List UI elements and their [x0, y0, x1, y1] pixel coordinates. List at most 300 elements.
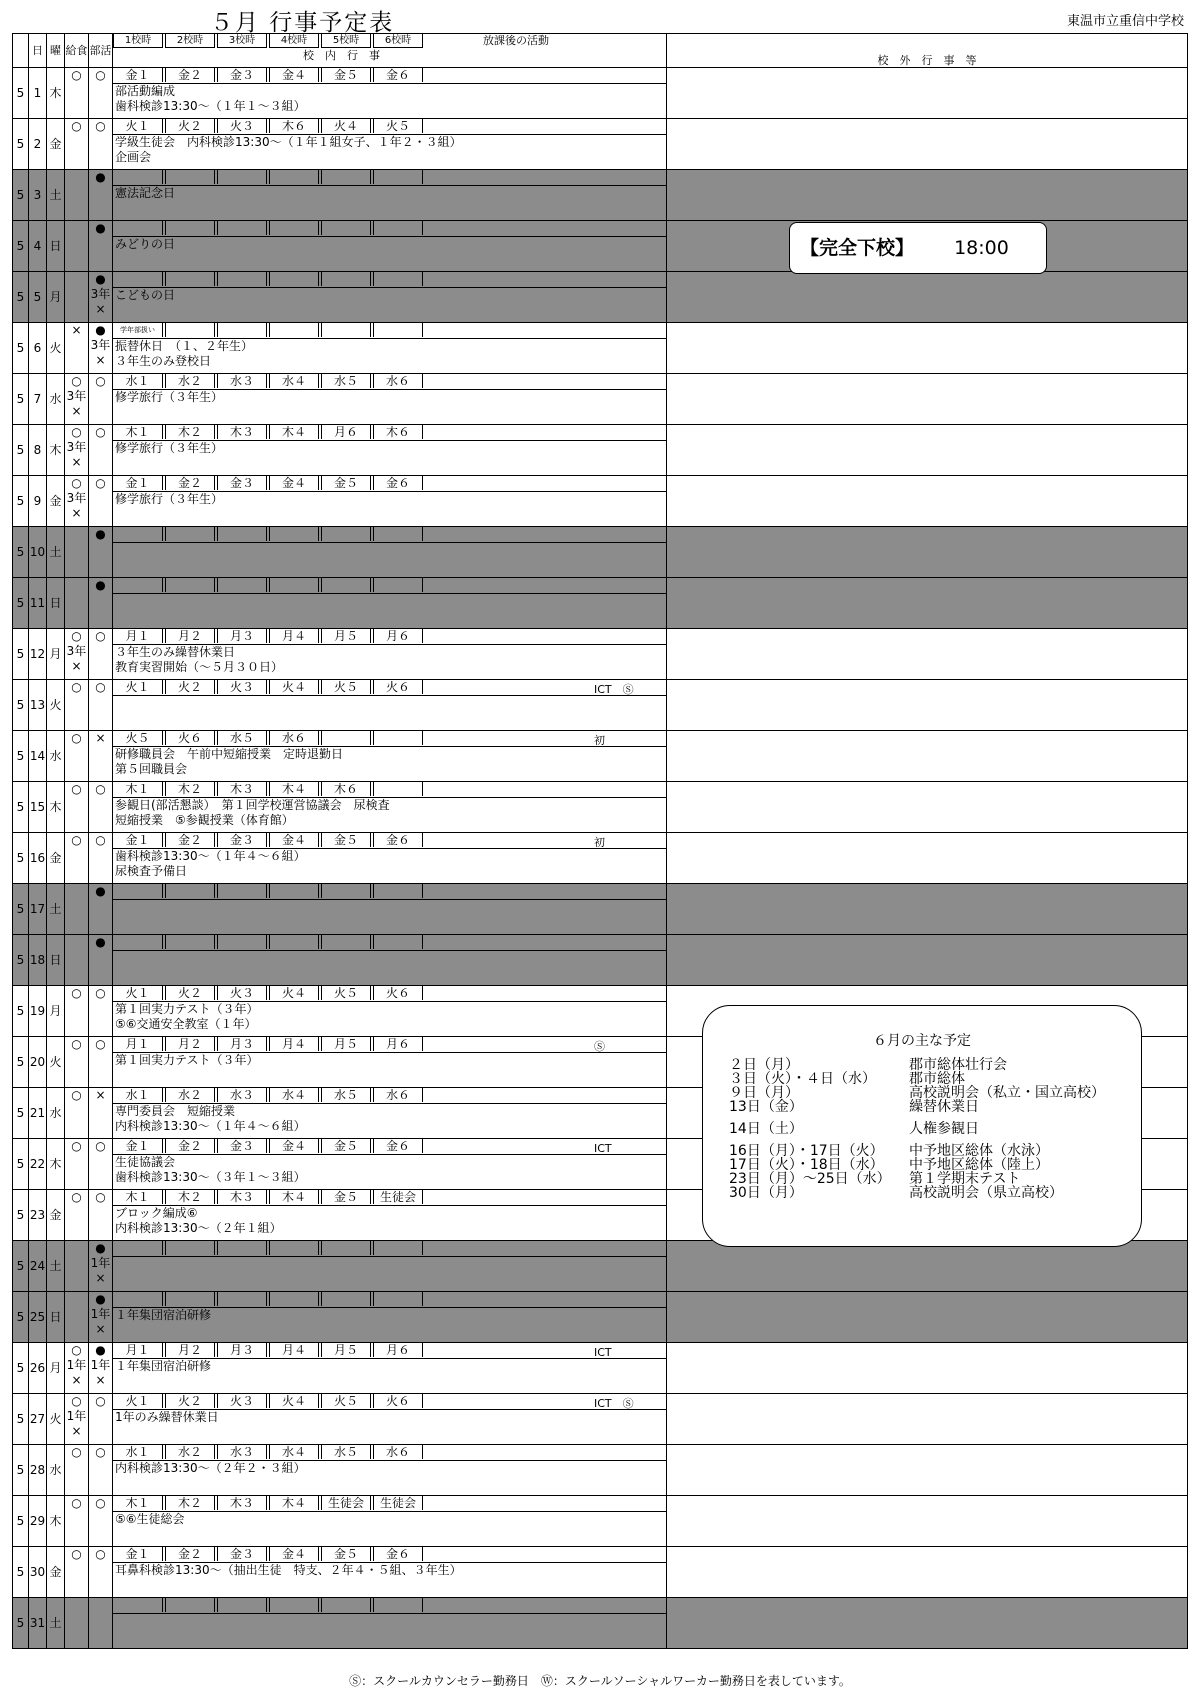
period-slot: [217, 1598, 267, 1612]
june-item-date: 13日（金）: [729, 1099, 803, 1115]
table-row: [13, 629, 1188, 680]
after-school-note: 初: [594, 836, 605, 849]
month-cell: 5: [13, 323, 29, 374]
period-slot: 月５: [321, 629, 371, 643]
june-item: [729, 1158, 1049, 1172]
club-cell: ○: [89, 1445, 113, 1496]
period-slot: [113, 1241, 163, 1255]
period-slot: 金３: [217, 476, 267, 490]
club-cell: ○: [89, 1190, 113, 1241]
period-slots: [113, 323, 666, 339]
day-cell: 13: [29, 680, 47, 731]
header-school-events: [113, 34, 667, 68]
school-events-cell: [113, 1088, 667, 1139]
weekday-cell: 日: [47, 935, 65, 986]
period-slot: 火１: [113, 986, 163, 1000]
period-slot: [269, 527, 319, 541]
period-slot: [269, 272, 319, 286]
period-slot: 金３: [217, 1547, 267, 1561]
table-row: [13, 1547, 1188, 1598]
table-row: [13, 1598, 1188, 1649]
period-slot: 金２: [165, 68, 215, 82]
event-line: ３年生のみ繰替休業日: [115, 645, 236, 659]
period-slots: [113, 425, 666, 441]
period-slot: 木３: [217, 425, 267, 439]
header-school-events-label: 校 内 行 事: [303, 49, 380, 62]
table-row: [13, 782, 1188, 833]
period-slot: 月４: [269, 1037, 319, 1051]
outside-events-cell: [667, 1445, 1188, 1496]
period-slots: [113, 833, 666, 849]
period-slot: 木１: [113, 425, 163, 439]
period-slot: [321, 1292, 371, 1306]
after-school-note: ICT Ⓢ: [594, 1397, 634, 1410]
period-slot: [113, 578, 163, 592]
table-row: [13, 323, 1188, 374]
period-slots: [113, 1394, 666, 1410]
dismissal-time: 18:00: [954, 237, 1009, 259]
period-slot: [269, 935, 319, 949]
period-slot: 水６: [269, 731, 319, 745]
lunch-cell: [65, 221, 89, 272]
june-item-text: 中予地区総体（水泳）: [909, 1143, 1049, 1159]
weekday-cell: 水: [47, 731, 65, 782]
period-slot: 月１: [113, 629, 163, 643]
outside-events-cell: [667, 1496, 1188, 1547]
period-slot: 火１: [113, 119, 163, 133]
event-line: 第１回実力テスト（３年）: [115, 1053, 259, 1067]
lunch-cell: ○: [65, 1547, 89, 1598]
period-slot: 水２: [165, 374, 215, 388]
period-slot: 金６: [373, 68, 423, 82]
outside-events-cell: [667, 1343, 1188, 1394]
period-slot: 月４: [269, 629, 319, 643]
lunch-cell: ○: [65, 1139, 89, 1190]
day-cell: 14: [29, 731, 47, 782]
day-cell: 1: [29, 68, 47, 119]
event-line: みどりの日: [115, 237, 176, 251]
period-slot: 水５: [321, 374, 371, 388]
period-slot: 月１: [113, 1343, 163, 1357]
period-slot: 火４: [321, 119, 371, 133]
period-slot: 水３: [217, 1445, 267, 1459]
period-slot: 木６: [321, 782, 371, 796]
period-slots: [113, 935, 666, 951]
period-slot: [165, 935, 215, 949]
period-slot: 木３: [217, 1496, 267, 1510]
header-period: 4校時: [269, 34, 319, 48]
period-slot: [165, 1241, 215, 1255]
event-line: 内科検診13:30～（２年２・３組）: [115, 1461, 306, 1475]
table-row: [13, 680, 1188, 731]
lunch-cell: [65, 1292, 89, 1343]
school-events-cell: [113, 527, 667, 578]
school-events-cell: [113, 1598, 667, 1649]
club-cell: ○: [89, 1037, 113, 1088]
table-row: [13, 1496, 1188, 1547]
lunch-cell: [65, 1241, 89, 1292]
period-slot: [269, 884, 319, 898]
period-slot: [373, 731, 423, 745]
month-cell: 5: [13, 884, 29, 935]
outside-events-cell: [667, 1292, 1188, 1343]
table-row: [13, 374, 1188, 425]
month-cell: 5: [13, 221, 29, 272]
event-line: ３年生のみ登校日: [115, 354, 212, 368]
period-slot: [373, 527, 423, 541]
period-slot: [217, 170, 267, 184]
event-line: 第１回実力テスト（３年）: [115, 1002, 259, 1016]
period-slot: 木４: [269, 1190, 319, 1204]
period-slot: [321, 731, 371, 745]
header-club: 部活: [89, 34, 113, 68]
outside-events-cell: [667, 68, 1188, 119]
day-cell: 28: [29, 1445, 47, 1496]
period-slot: 水４: [269, 1088, 319, 1102]
lunch-cell: ○ 3年 ×: [65, 425, 89, 476]
weekday-cell: 木: [47, 68, 65, 119]
event-line: こどもの日: [115, 288, 176, 302]
period-slot: 火３: [217, 986, 267, 1000]
table-row: [13, 527, 1188, 578]
period-slot: [321, 935, 371, 949]
weekday-cell: 火: [47, 1394, 65, 1445]
day-cell: 29: [29, 1496, 47, 1547]
school-events-cell: [113, 374, 667, 425]
period-slot: [373, 170, 423, 184]
school-events-cell: [113, 1241, 667, 1292]
period-slots: [113, 680, 666, 696]
table-row: [13, 884, 1188, 935]
period-slot: [217, 272, 267, 286]
event-line: 研修職員会 午前中短縮授業 定時退勤日: [115, 747, 344, 761]
month-cell: 5: [13, 68, 29, 119]
month-cell: 5: [13, 578, 29, 629]
weekday-cell: 土: [47, 1241, 65, 1292]
header-period: 5校時: [321, 34, 371, 48]
period-slot: 月５: [321, 1037, 371, 1051]
weekday-cell: 金: [47, 476, 65, 527]
weekday-cell: 月: [47, 272, 65, 323]
period-slot: [373, 272, 423, 286]
day-cell: 7: [29, 374, 47, 425]
after-school-note: 初: [594, 734, 605, 747]
event-line: 尿検査予備日: [115, 864, 188, 878]
period-slot: 金６: [373, 1547, 423, 1561]
club-cell: ●: [89, 578, 113, 629]
period-slot: 生徒会: [373, 1190, 423, 1204]
period-slot: 月３: [217, 1343, 267, 1357]
june-item-date: 30日（月）: [729, 1185, 803, 1201]
period-slot: 火６: [373, 986, 423, 1000]
period-slot: 木４: [269, 1496, 319, 1510]
outside-events-cell: [667, 119, 1188, 170]
school-events-cell: [113, 1496, 667, 1547]
period-slot: 月３: [217, 1037, 267, 1051]
header-lunch: 給食: [65, 34, 89, 68]
school-events-cell: [113, 1343, 667, 1394]
event-line: 企画会: [115, 150, 152, 164]
header-day: 日: [29, 34, 47, 68]
month-cell: 5: [13, 476, 29, 527]
period-slot: 火４: [269, 986, 319, 1000]
weekday-cell: 水: [47, 1088, 65, 1139]
table-row: [13, 425, 1188, 476]
day-cell: 11: [29, 578, 47, 629]
after-school-note: ICT: [594, 1346, 612, 1359]
school-events-cell: [113, 680, 667, 731]
period-slot: [113, 221, 163, 235]
period-slot: 木４: [269, 425, 319, 439]
period-slot: 金２: [165, 476, 215, 490]
period-slot: 金３: [217, 1139, 267, 1153]
period-slots: [113, 1598, 666, 1614]
school-events-cell: [113, 1445, 667, 1496]
schedule-rows: [13, 68, 1188, 1649]
club-cell: ●: [89, 527, 113, 578]
period-slot: [269, 1292, 319, 1306]
period-slot: 金６: [373, 1139, 423, 1153]
period-slot: 水４: [269, 1445, 319, 1459]
table-row: [13, 935, 1188, 986]
period-slot: [165, 1598, 215, 1612]
month-cell: 5: [13, 935, 29, 986]
event-line: 修学旅行（３年生）: [115, 441, 224, 455]
month-cell: 5: [13, 170, 29, 221]
event-line: １年集団宿泊研修: [115, 1359, 212, 1373]
period-slot: 火１: [113, 680, 163, 694]
period-slot: 金３: [217, 68, 267, 82]
day-cell: 10: [29, 527, 47, 578]
outside-events-cell: [667, 935, 1188, 986]
table-row: [13, 833, 1188, 884]
school-events-cell: [113, 935, 667, 986]
period-slots: [113, 782, 666, 798]
club-cell: ●: [89, 170, 113, 221]
club-cell: ○: [89, 119, 113, 170]
outside-events-cell: [667, 731, 1188, 782]
event-line: 内科検診13:30～（２年１組）: [115, 1221, 282, 1235]
club-cell: ×: [89, 731, 113, 782]
period-slot: 金５: [321, 1547, 371, 1561]
period-slot: 水４: [269, 374, 319, 388]
day-cell: 9: [29, 476, 47, 527]
period-slot: 月４: [269, 1343, 319, 1357]
period-slot: 木２: [165, 425, 215, 439]
table-header-row: [13, 34, 1188, 68]
period-slot: 水１: [113, 1445, 163, 1459]
club-cell: ● 1年 ×: [89, 1343, 113, 1394]
period-slot: 火４: [269, 680, 319, 694]
period-slot: [321, 272, 371, 286]
outside-events-cell: [667, 170, 1188, 221]
weekday-cell: 木: [47, 1139, 65, 1190]
day-cell: 25: [29, 1292, 47, 1343]
lunch-cell: [65, 527, 89, 578]
table-row: [13, 1241, 1188, 1292]
event-line: ブロック編成⑥: [115, 1206, 198, 1220]
table-row: [13, 119, 1188, 170]
period-slot: 火５: [321, 1394, 371, 1408]
club-cell: ○: [89, 629, 113, 680]
weekday-cell: 月: [47, 629, 65, 680]
period-slot: 木３: [217, 782, 267, 796]
period-slot: [113, 935, 163, 949]
weekday-cell: 金: [47, 1547, 65, 1598]
period-slot: [373, 221, 423, 235]
period-slot: 水６: [373, 374, 423, 388]
lunch-cell: ○ 1年 ×: [65, 1343, 89, 1394]
period-slot: [321, 170, 371, 184]
period-slot: 火６: [373, 1394, 423, 1408]
period-slot: 水６: [373, 1088, 423, 1102]
june-item-text: 郡市総体: [909, 1071, 965, 1087]
june-item-date: ３日（火）・４日（水）: [729, 1071, 876, 1087]
period-slot: [269, 1598, 319, 1612]
lunch-cell: ○: [65, 731, 89, 782]
school-events-cell: [113, 68, 667, 119]
period-slot: 金５: [321, 476, 371, 490]
weekday-cell: 土: [47, 1598, 65, 1649]
period-slot: 金５: [321, 68, 371, 82]
event-line: 歯科検診13:30～（１年４～６組）: [115, 849, 306, 863]
weekday-cell: 日: [47, 578, 65, 629]
club-cell: ● 1年 ×: [89, 1241, 113, 1292]
june-item-text: 高校説明会（私立・国立高校）: [909, 1085, 1105, 1101]
period-slots: [113, 119, 666, 135]
club-cell: ● 1年 ×: [89, 1292, 113, 1343]
period-slot: 金２: [165, 833, 215, 847]
period-slot: [165, 884, 215, 898]
period-slot: [113, 884, 163, 898]
month-cell: 5: [13, 833, 29, 884]
club-cell: ○: [89, 1496, 113, 1547]
outside-events-cell: [667, 425, 1188, 476]
table-row: [13, 272, 1188, 323]
club-cell: ○: [89, 68, 113, 119]
lunch-cell: ○: [65, 782, 89, 833]
weekday-cell: 木: [47, 425, 65, 476]
period-slot: [165, 578, 215, 592]
outside-events-cell: [667, 782, 1188, 833]
month-cell: 5: [13, 1088, 29, 1139]
period-slot: [373, 1241, 423, 1255]
club-cell: ● 3年 ×: [89, 323, 113, 374]
day-cell: 17: [29, 884, 47, 935]
lunch-cell: [65, 1598, 89, 1649]
month-cell: 5: [13, 1037, 29, 1088]
period-slot: [217, 1292, 267, 1306]
school-events-cell: [113, 884, 667, 935]
club-cell: ● 3年 ×: [89, 272, 113, 323]
june-item-text: 高校説明会（県立高校）: [909, 1185, 1063, 1201]
period-slot: 火２: [165, 1394, 215, 1408]
period-slots: [113, 629, 666, 645]
day-cell: 4: [29, 221, 47, 272]
lunch-cell: [65, 170, 89, 221]
club-cell: ○: [89, 1547, 113, 1598]
period-slots: [113, 1496, 666, 1512]
period-slot: 金４: [269, 1547, 319, 1561]
club-cell: ○: [89, 833, 113, 884]
weekday-cell: 金: [47, 1190, 65, 1241]
header-periods: [113, 34, 666, 48]
period-slot: 金６: [373, 833, 423, 847]
dismissal-callout: [789, 222, 1047, 274]
period-slot: [165, 1292, 215, 1306]
period-slot: 生徒会: [321, 1496, 371, 1510]
period-slots: [113, 578, 666, 594]
period-slot: 火３: [217, 1394, 267, 1408]
month-cell: 5: [13, 782, 29, 833]
period-slots: [113, 1088, 666, 1104]
club-cell: ●: [89, 884, 113, 935]
weekday-cell: 土: [47, 884, 65, 935]
period-slots: [113, 1547, 666, 1563]
lunch-cell: ○ 1年 ×: [65, 1394, 89, 1445]
weekday-cell: 水: [47, 374, 65, 425]
period-slot: 木６: [269, 119, 319, 133]
period-slot: [217, 323, 267, 337]
club-cell: ●: [89, 221, 113, 272]
event-line: 教育実習開始（～５月３０日）: [115, 660, 284, 674]
period-slots: [113, 221, 666, 237]
period-slot: [269, 221, 319, 235]
period-slot: 木２: [165, 1190, 215, 1204]
period-slot: [165, 170, 215, 184]
period-slots: [113, 527, 666, 543]
june-item: [729, 1058, 1007, 1072]
period-slot: [373, 884, 423, 898]
period-slot: [269, 323, 319, 337]
school-events-cell: [113, 578, 667, 629]
period-slot: [373, 1598, 423, 1612]
month-cell: 5: [13, 1598, 29, 1649]
period-slot: 金５: [321, 833, 371, 847]
lunch-cell: ○: [65, 1037, 89, 1088]
table-row: [13, 1343, 1188, 1394]
period-slots: [113, 1139, 666, 1155]
june-item-date: ９日（月）: [729, 1085, 799, 1101]
lunch-cell: ○: [65, 1088, 89, 1139]
day-cell: 24: [29, 1241, 47, 1292]
period-slot: [165, 527, 215, 541]
day-cell: 8: [29, 425, 47, 476]
school-events-cell: [113, 323, 667, 374]
school-events-cell: [113, 1190, 667, 1241]
table-row: [13, 1394, 1188, 1445]
period-slot: [321, 221, 371, 235]
table-row: [13, 476, 1188, 527]
weekday-cell: 月: [47, 986, 65, 1037]
period-slot: 水３: [217, 1088, 267, 1102]
lunch-cell: ×: [65, 323, 89, 374]
weekday-cell: 木: [47, 1496, 65, 1547]
period-slot: [217, 527, 267, 541]
period-slot: 金１: [113, 1139, 163, 1153]
weekday-cell: 土: [47, 527, 65, 578]
weekday-cell: 火: [47, 680, 65, 731]
club-cell: ○: [89, 1394, 113, 1445]
lunch-cell: [65, 578, 89, 629]
june-item-text: 中予地区総体（陸上）: [909, 1157, 1049, 1173]
club-cell: ○: [89, 1139, 113, 1190]
period-slot: [113, 170, 163, 184]
after-school-note: Ⓢ: [594, 1040, 605, 1053]
weekday-cell: 日: [47, 1292, 65, 1343]
month-cell: 5: [13, 1190, 29, 1241]
period-slot: 火５: [113, 731, 163, 745]
